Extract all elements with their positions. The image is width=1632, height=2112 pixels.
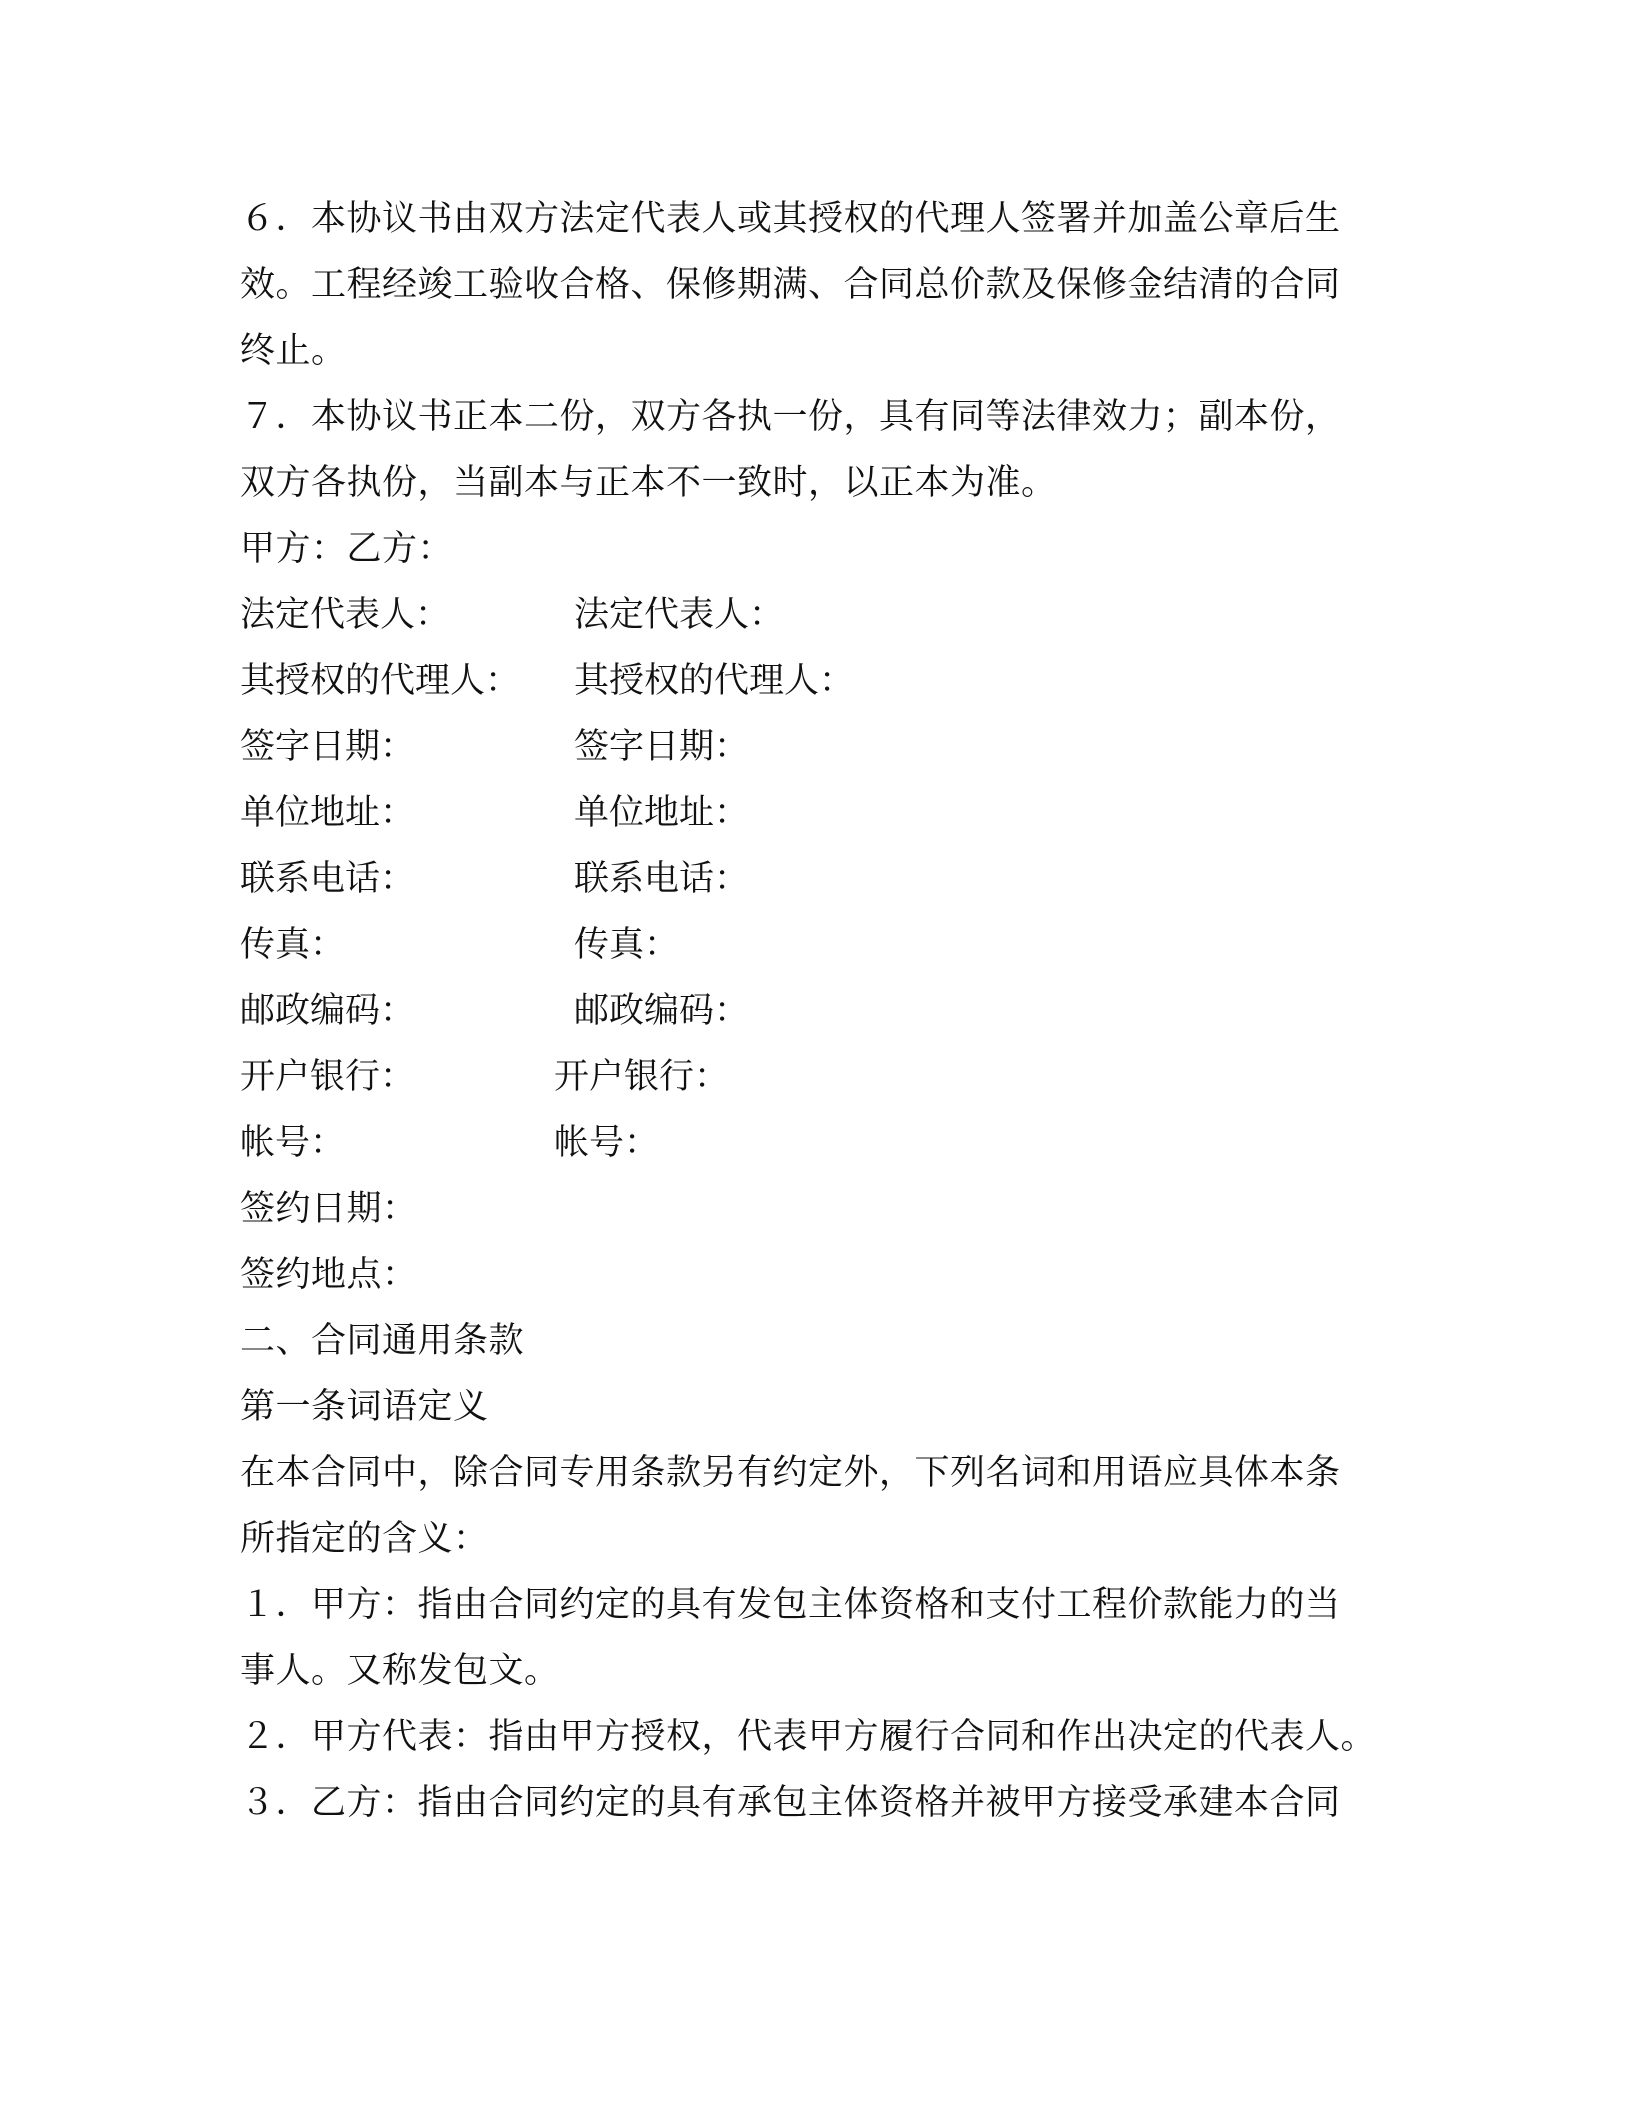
definition-3: ３．乙方：指由合同约定的具有承包主体资格并被甲方接受承建本合同 (240, 1783, 1341, 1823)
field-row-fax (240, 923, 940, 967)
field-label-right: 传真： (574, 925, 680, 965)
field-row-bank (240, 1055, 940, 1099)
field-row-legal-rep (240, 593, 940, 637)
definition-1-line-1: １．甲方：指由合同约定的具有发包主体资格和支付工程价款能力的当 (240, 1585, 1341, 1625)
article-1-intro-line-1: 在本合同中，除合同专用条款另有约定外，下列名词和用语应具体本条 (240, 1453, 1341, 1493)
section-2-title: 二、合同通用条款 (240, 1321, 525, 1361)
field-label-left: 法定代表人： (240, 595, 451, 635)
field-label-right: 联系电话： (574, 859, 750, 899)
field-label-right: 开户银行： (554, 1057, 730, 1097)
field-row-authorized-agent (240, 659, 940, 703)
parties-line: 甲方：乙方： (240, 529, 454, 569)
article-1-title: 第一条词语定义 (240, 1387, 489, 1427)
field-label-right: 法定代表人： (574, 595, 785, 635)
field-label-right: 签字日期： (574, 727, 750, 767)
field-label-left: 其授权的代理人： (240, 661, 521, 701)
definition-1-line-2: 事人。又称发包文。 (240, 1651, 560, 1691)
field-label-right: 帐号： (554, 1123, 660, 1163)
field-label-right: 其授权的代理人： (574, 661, 855, 701)
field-label-right: 邮政编码： (574, 991, 750, 1031)
field-row-address (240, 791, 940, 835)
clause-6-line-1: ６．本协议书由双方法定代表人或其授权的代理人签署并加盖公章后生 (240, 199, 1341, 239)
clause-6-line-3: 终止。 (240, 331, 347, 371)
field-row-account (240, 1121, 940, 1165)
sign-place-label: 签约地点： (240, 1255, 418, 1295)
definition-2: ２．甲方代表：指由甲方授权，代表甲方履行合同和作出决定的代表人。 (240, 1717, 1377, 1757)
clause-6-line-2: 效。工程经竣工验收合格、保修期满、合同总价款及保修金结清的合同 (240, 265, 1341, 305)
field-label-left: 单位地址： (240, 793, 416, 833)
field-label-left: 联系电话： (240, 859, 416, 899)
field-label-left: 邮政编码： (240, 991, 416, 1031)
clause-7-line-1: ７．本协议书正本二份，双方各执一份，具有同等法律效力；副本份， (240, 397, 1341, 437)
field-label-left: 开户银行： (240, 1057, 416, 1097)
field-row-postcode (240, 989, 940, 1033)
field-label-left: 传真： (240, 925, 346, 965)
field-row-phone (240, 857, 940, 901)
field-label-left: 帐号： (240, 1123, 346, 1163)
field-label-left: 签字日期： (240, 727, 416, 767)
clause-7-line-2: 双方各执份，当副本与正本不一致时，以正本为准。 (240, 463, 1057, 503)
sign-date-label: 签约日期： (240, 1189, 418, 1229)
field-row-signature-date (240, 725, 940, 769)
article-1-intro-line-2: 所指定的含义： (240, 1519, 489, 1559)
field-label-right: 单位地址： (574, 793, 750, 833)
